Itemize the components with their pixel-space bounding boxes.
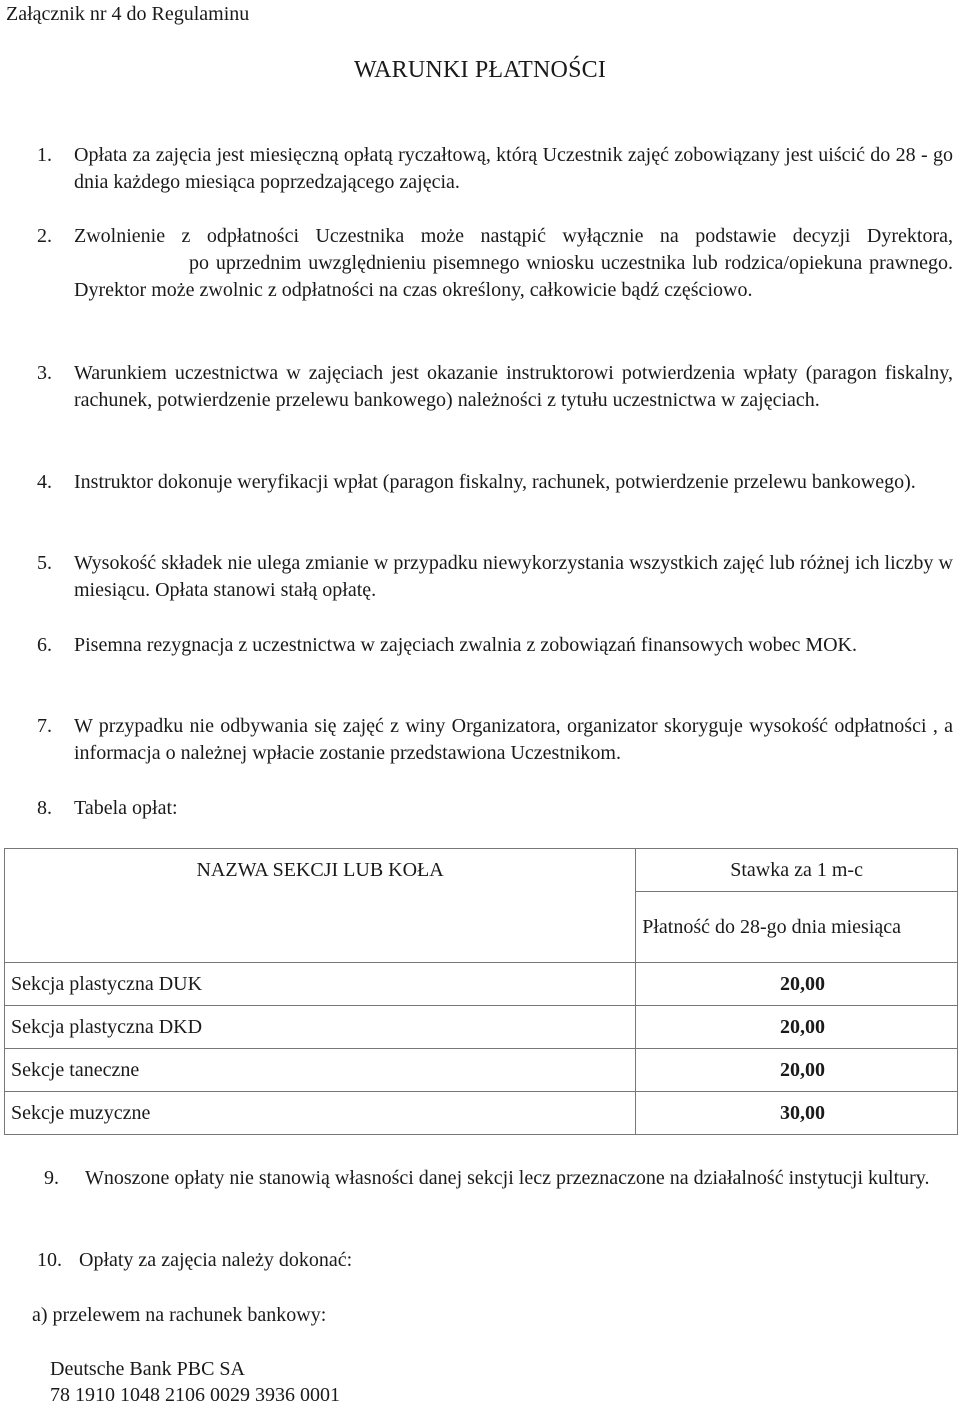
item-number: 4. [37,471,52,493]
column-header-name: NAZWA SEKCJI LUB KOŁA [5,849,636,963]
list-item-10 [37,1247,352,1274]
column-header-rate: Stawka za 1 m-c [636,849,958,892]
table-row [5,963,958,1006]
item-text: Pisemna rezygnacja z uczestnictwa w zajęciach zwalnia z zobowiązań finansowych wobec MOK. [74,634,857,656]
item-number: 1. [37,144,52,166]
section-name: Sekcje muzyczne [5,1092,636,1135]
item-text: Instruktor dokonuje weryfikacji wpłat (paragon fiskalny, rachunek, potwierdzenie przelewu bankowego). [74,471,916,493]
item-number: 5. [37,552,52,574]
table-row [5,1006,958,1049]
list-item-6 [37,632,953,659]
bank-account-number: 78 1910 1048 2106 0029 3936 0001 [50,1384,340,1406]
item-number: 9. [44,1167,59,1189]
item-text-part-a: Zwolnienie z odpłatności Uczestnika może nastąpić wyłącznie na podstawie decyzji Dyrektora, [74,225,953,247]
item-text: Opłata za zajęcia jest miesięczną opłatą ryczałtową, którą Uczestnik zajęć zobowiązany jest uiścić do 28 - go dnia każdego miesiąca poprzedzającego zajęcia. [74,144,953,193]
item-text: Wnoszone opłaty nie stanowią własności danej sekcji lecz przeznaczone na działalność instytucji kultury. [85,1167,930,1189]
item-number: 6. [37,634,52,656]
item-text: Opłaty za zajęcia należy dokonać: [79,1249,353,1271]
list-item-8 [37,795,953,822]
attachment-label: Załącznik nr 4 do Regulaminu [6,3,250,25]
fee-table [4,848,958,1135]
item-text: Tabela opłat: [74,797,178,819]
item-number: 8. [37,797,52,819]
table-header-row [5,849,958,892]
list-item-2 [37,223,953,304]
list-item-5 [37,550,953,604]
list-item-7 [37,713,953,767]
item-number: 3. [37,362,52,384]
section-name: Sekcja plastyczna DUK [5,963,636,1006]
section-name: Sekcja plastyczna DKD [5,1006,636,1049]
list-item-1 [37,142,953,196]
item-number: 7. [37,715,52,737]
item-text-part-b: po uprzednim uwzględnieniu pisemnego wniosku uczestnika lub rodzica/opiekuna prawnego. Dyrektor może zwolnic z odpłatności na czas określony, całkowicie bądź częściowo. [74,252,953,301]
page-title: WARUNKI PŁATNOŚCI [353,57,607,83]
table-row [5,1092,958,1135]
column-header-payment: Płatność do 28-go dnia miesiąca [636,892,958,963]
item-number: 10. [37,1249,62,1271]
section-fee: 20,00 [636,1006,958,1049]
section-fee: 30,00 [636,1092,958,1135]
section-fee: 20,00 [636,963,958,1006]
item-number: 2. [37,225,52,247]
list-item-4 [37,469,953,496]
section-name: Sekcje taneczne [5,1049,636,1092]
item-text [74,223,953,304]
bank-details [50,1356,340,1408]
payment-option-a: a) przelewem na rachunek bankowy: [32,1304,327,1326]
list-item-9 [44,1165,944,1192]
item-text: W przypadku nie odbywania się zajęć z winy Organizatora, organizator skoryguje wysokość odpłatności , a informacja o należnej wpłacie zostanie przedstawiona Uczestnikom. [74,715,953,764]
list-item-3 [37,360,953,414]
item-text: Warunkiem uczestnictwa w zajęciach jest okazanie instruktorowi potwierdzenia wpłaty (paragon fiskalny, rachunek, potwierdzenie przelewu bankowego) należności z tytułu uczestnictwa w zajęciach. [74,362,953,411]
item-text: Wysokość składek nie ulega zmianie w przypadku niewykorzystania wszystkich zajęć lub różnej ich liczby w miesiącu. Opłata stanowi stałą opłatę. [74,552,953,601]
bank-name: Deutsche Bank PBC SA [50,1358,245,1380]
section-fee: 20,00 [636,1049,958,1092]
table-row [5,1049,958,1092]
